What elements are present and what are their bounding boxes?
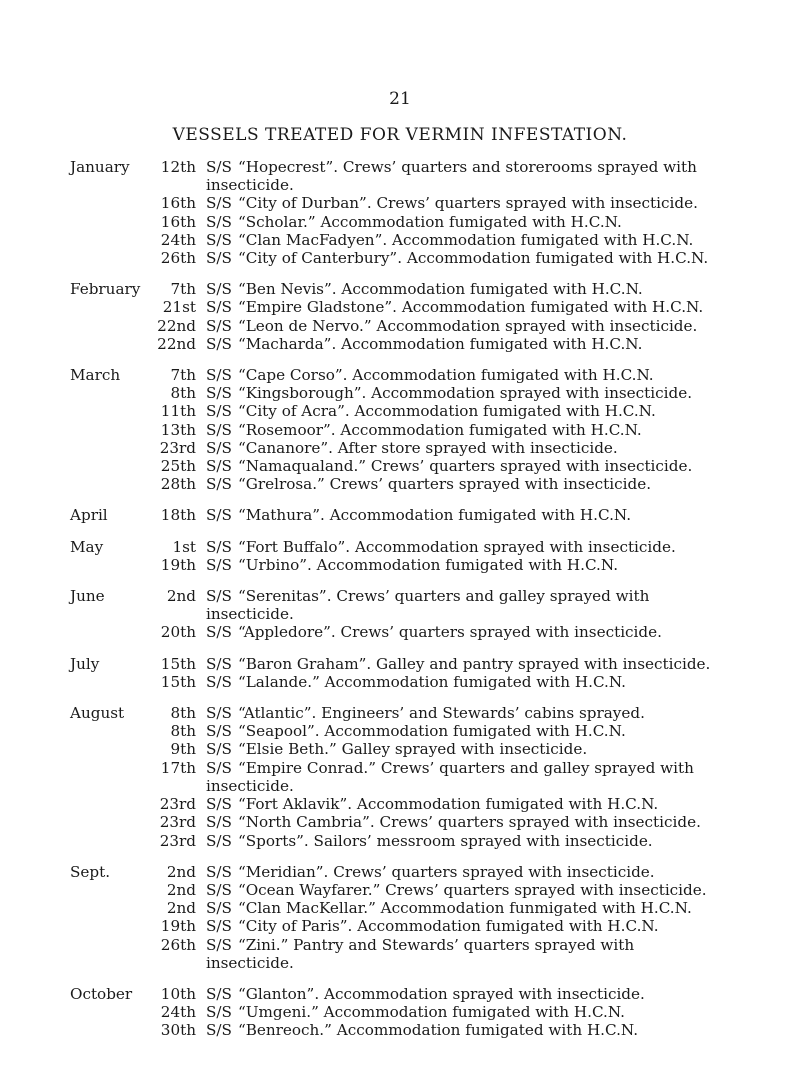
entry-day: 20th [160,623,196,642]
entry-description: “Grelrosa.” Crews’ quarters sprayed with insecticide. [237,475,652,494]
month-label [70,832,146,850]
entry-description: “Seapool”. Accommodation fumigated with H.C.N. [237,722,626,741]
log-entry [70,759,720,795]
vessel-type: S/S [206,1003,232,1022]
entry-day: 8th [170,704,196,723]
month-group [70,863,720,972]
vessel-type: S/S [206,457,232,476]
vessel-type: S/S [206,212,232,231]
month-label [70,249,146,267]
month-label: October [70,984,133,1003]
entry-text [206,366,720,384]
log-entry [70,722,720,740]
month-group [70,280,720,353]
month-label: July [70,654,100,673]
entry-text [206,917,720,935]
month-label: May [70,537,104,556]
entry-day: 16th [160,194,196,213]
log-entry [70,421,720,439]
entry-text [206,538,720,556]
log-entry [70,917,720,935]
entry-day: 24th [160,230,196,249]
entry-description: “Macharda”. Accommodation fumigated with H.C.N. [237,334,643,353]
entry-text [206,249,720,267]
log-entry [70,1021,720,1039]
vessel-type: S/S [206,935,232,954]
month-label: April [70,506,108,525]
entry-day: 24th [160,1003,196,1022]
vessel-type: S/S [206,384,232,403]
month-label [70,813,146,831]
entry-description: “Benreoch.” Accommodation fumigated with H.C.N. [237,1021,639,1040]
log-entry [70,298,720,316]
vessel-type: S/S [206,917,232,936]
entry-text [206,280,720,298]
vessel-type: S/S [206,366,232,385]
vessel-type: S/S [206,654,232,673]
entry-text [206,194,720,212]
entry-text [206,813,720,831]
vessel-type: S/S [206,740,232,759]
month-label [70,1021,146,1039]
entry-text [206,402,720,420]
month-label [70,439,146,457]
log-entry [70,556,720,574]
month-label: August [70,704,125,723]
entry-description: “Umgeni.” Accommodation fumigated with H.C.N. [237,1003,626,1022]
entry-text [206,475,720,493]
entry-day: 21st [162,298,196,317]
vessel-type: S/S [206,704,232,723]
entry-text [206,673,720,691]
entry-text [206,1003,720,1021]
entry-day: 15th [160,672,196,691]
month-label [70,936,146,972]
entry-description: “City of Acra”. Accommodation fumigated with H.C.N. [237,402,656,421]
log-entry [70,194,720,212]
entry-text [206,899,720,917]
month-label [70,384,146,402]
vessel-type: S/S [206,880,232,899]
entry-day: 2nd [166,880,196,899]
entry-description: “City of Canterbury”. Accommodation fumigated with H.C.N. [237,249,709,268]
month-label [70,1003,146,1021]
vessel-type: S/S [206,1021,232,1040]
entry-text [206,317,720,335]
log-entry [70,985,720,1003]
entry-text [206,439,720,457]
page-title: VESSELS TREATED FOR VERMIN INFESTATION. [172,125,628,145]
entry-text [206,457,720,475]
log-entry [70,439,720,457]
entry-text [206,506,720,524]
log-entry [70,506,720,524]
log-entry [70,231,720,249]
vessel-type: S/S [206,795,232,814]
log-entry [70,740,720,758]
entry-description: “Ocean Wayfarer.” Crews’ quarters sprayed with insecticide. [237,880,707,899]
vessel-type: S/S [206,420,232,439]
month-group [70,985,720,1040]
vessel-type: S/S [206,722,232,741]
entry-day: 28th [160,475,196,494]
month-label: Sept. [70,862,111,881]
entry-description: “Appledore”. Crews’ quarters sprayed with insecticide. [237,623,662,642]
entry-day: 17th [160,758,196,777]
entry-day: 8th [170,384,196,403]
log-entry [70,158,720,194]
month-label [70,335,146,353]
entry-day: 23rd [159,813,196,832]
month-label: June [70,587,105,606]
entry-day: 25th [160,457,196,476]
month-label [70,213,146,231]
entry-day: 13th [160,420,196,439]
entry-description: “Clan MacKellar.” Accommodation funmigated with H.C.N. [237,899,692,918]
vessel-type: S/S [206,249,232,268]
log-entry [70,402,720,420]
month-group [70,158,720,267]
month-label [70,881,146,899]
entry-text [206,298,720,316]
entry-day: 18th [160,506,196,525]
entry-description: “Sports”. Sailors’ messroom sprayed with insecticide. [237,831,653,850]
month-label [70,556,146,574]
month-label [70,673,146,691]
vessel-type: S/S [206,862,232,881]
month-label [70,722,146,740]
entry-description: “Hopecrest”. Crews’ quarters and storerooms sprayed with insecticide. [206,158,697,195]
entry-description: “Kingsborough”. Accommodation sprayed with insecticide. [237,384,693,403]
entry-text [206,421,720,439]
entry-description: “Ben Nevis”. Accommodation fumigated with H.C.N. [237,280,643,299]
entry-text [206,384,720,402]
entry-description: “Zini.” Pantry and Stewards’ quarters sprayed with insecticide. [206,935,635,972]
entry-text [206,722,720,740]
log-entry [70,673,720,691]
entry-description: “Lalande.” Accommodation fumigated with H.C.N. [237,672,626,691]
vessel-type: S/S [206,475,232,494]
entry-description: “Elsie Beth.” Galley sprayed with insecticide. [237,740,588,759]
log-entry [70,317,720,335]
entry-text [206,795,720,813]
month-label [70,759,146,795]
log-entry [70,863,720,881]
entry-day: 2nd [166,862,196,881]
entry-day: 9th [170,740,196,759]
page-number: 21 [389,89,411,109]
entry-text [206,881,720,899]
vessel-type: S/S [206,158,232,176]
log-entry [70,899,720,917]
vessel-type: S/S [206,506,232,525]
entry-text [206,655,720,673]
entry-description: “Clan MacFadyen”. Accommodation fumigated with H.C.N. [237,230,694,249]
month-label [70,899,146,917]
entry-description: “Atlantic”. Engineers’ and Stewards’ cabins sprayed. [237,704,645,723]
vessel-type: S/S [206,230,232,249]
entry-day: 22nd [157,316,196,335]
log-entry [70,280,720,298]
entry-day: 22nd [157,334,196,353]
vessel-type: S/S [206,623,232,642]
vessel-type: S/S [206,537,232,556]
entry-description: “City of Paris”. Accommodation fumigated with H.C.N. [237,917,659,936]
entry-day: 26th [160,935,196,954]
entry-description: “Fort Buffalo”. Accommodation sprayed with insecticide. [237,537,676,556]
entry-text [206,231,720,249]
month-label [70,917,146,935]
log-entry [70,1003,720,1021]
entry-day: 2nd [166,587,196,606]
entry-text [206,936,720,972]
month-label [70,623,146,641]
entry-text [206,1021,720,1039]
month-label [70,402,146,420]
log-entry [70,587,720,623]
log-entry [70,475,720,493]
month-label [70,795,146,813]
month-label [70,317,146,335]
log-entry [70,936,720,972]
entry-description: “City of Durban”. Crews’ quarters sprayed with insecticide. [237,194,698,213]
entry-text [206,985,720,1003]
log-entry [70,366,720,384]
log-entry [70,832,720,850]
vessel-type: S/S [206,280,232,299]
entry-day: 26th [160,249,196,268]
vessel-type: S/S [206,758,232,777]
entry-day: 12th [160,158,196,176]
month-label [70,231,146,249]
vessel-type: S/S [206,438,232,457]
month-label [70,457,146,475]
entry-day: 2nd [166,899,196,918]
vessel-type: S/S [206,984,232,1003]
entry-description: “Cananore”. After store sprayed with insecticide. [237,438,618,457]
entry-description: “Meridian”. Crews’ quarters sprayed with insecticide. [237,862,655,881]
entry-description: “Glanton”. Accommodation sprayed with insecticide. [237,984,645,1003]
entry-text [206,158,720,194]
entry-day: 15th [160,654,196,673]
vessel-type: S/S [206,334,232,353]
entry-day: 30th [160,1021,196,1040]
month-label: January [70,158,130,176]
month-label: March [70,366,121,385]
log-entry [70,704,720,722]
log-entry [70,457,720,475]
entry-description: “Empire Conrad.” Crews’ quarters and galley sprayed with insecticide. [206,758,694,795]
log-entry [70,249,720,267]
month-group [70,506,720,524]
entry-text [206,832,720,850]
month-label [70,475,146,493]
entry-day: 8th [170,722,196,741]
entry-description: “Scholar.” Accommodation fumigated with H.C.N. [237,212,622,231]
vessel-type: S/S [206,672,232,691]
month-label [70,298,146,316]
vessel-type: S/S [206,316,232,335]
entry-description: “Leon de Nervo.” Accommodation sprayed with insecticide. [237,316,698,335]
log-entry [70,655,720,673]
month-label [70,194,146,212]
entry-description: “Cape Corso”. Accommodation fumigated with H.C.N. [237,366,654,385]
month-label [70,740,146,758]
log-entry [70,538,720,556]
entry-description: “Urbino”. Accommodation fumigated with H.C.N. [237,555,619,574]
log-entry [70,335,720,353]
month-group [70,704,720,850]
entry-day: 23rd [159,438,196,457]
month-group [70,655,720,691]
entry-text [206,704,720,722]
entry-text [206,556,720,574]
vessel-type: S/S [206,194,232,213]
month-label: February [70,280,141,299]
vessel-type: S/S [206,587,232,606]
log-entry [70,213,720,231]
entry-description: “North Cambria”. Crews’ quarters sprayed with insecticide. [237,813,701,832]
entry-description: “Fort Aklavik”. Accommodation fumigated with H.C.N. [237,795,659,814]
month-group [70,538,720,574]
entry-day: 7th [170,366,196,385]
month-group [70,366,720,493]
vessel-type: S/S [206,813,232,832]
entry-text [206,213,720,231]
entry-day: 1st [172,537,196,556]
vessel-type: S/S [206,402,232,421]
log-entry [70,384,720,402]
log-entry [70,881,720,899]
entry-description: “Serenitas”. Crews’ quarters and galley sprayed with insecticide. [206,587,650,624]
month-label [70,421,146,439]
entry-text [206,623,720,641]
log-entry [70,813,720,831]
vessel-type: S/S [206,555,232,574]
entry-day: 7th [170,280,196,299]
entry-day: 23rd [159,831,196,850]
log-entry [70,623,720,641]
entry-description: “Rosemoor”. Accommodation fumigated with H.C.N. [237,420,642,439]
entry-description: “Empire Gladstone”. Accommodation fumigated with H.C.N. [237,298,704,317]
entry-day: 19th [160,555,196,574]
entry-description: “Baron Graham”. Galley and pantry sprayed with insecticide. [237,654,711,673]
entry-text [206,335,720,353]
entry-text [206,863,720,881]
vessel-type: S/S [206,899,232,918]
vessel-type: S/S [206,298,232,317]
entry-text [206,740,720,758]
log-entry [70,795,720,813]
entry-description: “Namaqualand.” Crews’ quarters sprayed with insecticide. [237,457,693,476]
entry-text [206,587,720,623]
entry-description: “Mathura”. Accommodation fumigated with H.C.N. [237,506,632,525]
month-group [70,587,720,642]
entry-day: 16th [160,212,196,231]
entry-text [206,759,720,795]
vessel-log [70,158,720,1053]
vessel-type: S/S [206,831,232,850]
entry-day: 23rd [159,795,196,814]
entry-day: 11th [160,402,196,421]
entry-day: 10th [160,984,196,1003]
entry-day: 19th [160,917,196,936]
